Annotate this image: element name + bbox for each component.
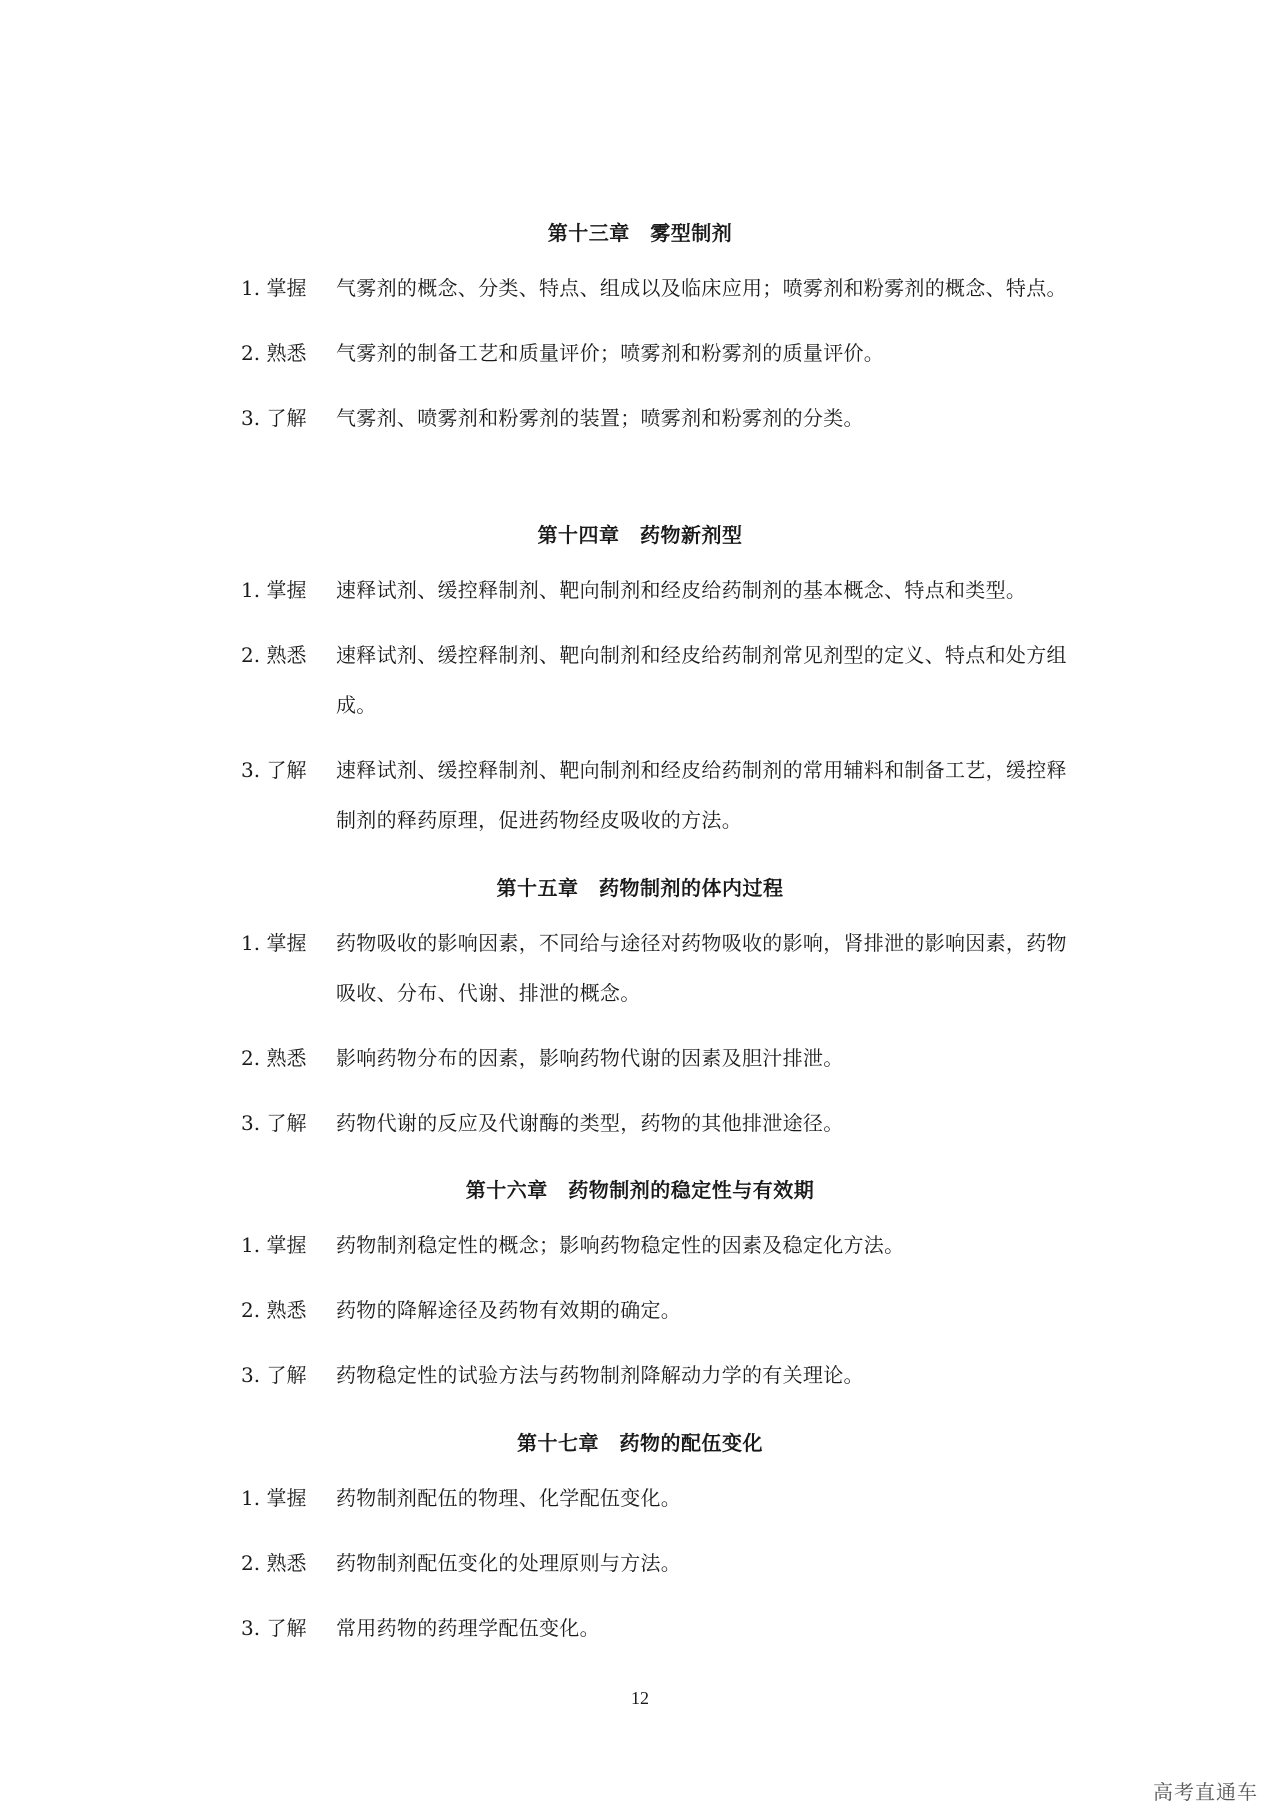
item-label: 2. 熟悉 xyxy=(241,1298,307,1322)
list-item xyxy=(0,1350,1280,1400)
item-label: 3. 了解 xyxy=(241,1616,307,1640)
item-label: 1. 掌握 xyxy=(241,1486,307,1510)
item-text: 药物的降解途径及药物有效期的确定。 xyxy=(336,1298,682,1322)
chapter-title: 第十四章 药物新剂型 xyxy=(537,523,743,547)
list-item xyxy=(0,1603,1280,1653)
item-text: 药物稳定性的试验方法与药物制剂降解动力学的有关理论。 xyxy=(336,1363,864,1387)
item-label: 2. 熟悉 xyxy=(241,1046,307,1070)
item-label: 2. 熟悉 xyxy=(241,1551,307,1575)
list-item xyxy=(0,328,1280,378)
chapter-title: 第十七章 药物的配伍变化 xyxy=(517,1431,763,1455)
item-label: 3. 了解 xyxy=(241,406,307,430)
item-label: 3. 了解 xyxy=(241,1363,307,1387)
chapter-title: 第十六章 药物制剂的稳定性与有效期 xyxy=(465,1178,815,1202)
item-text: 药物代谢的反应及代谢酶的类型，药物的其他排泄途径。 xyxy=(336,1111,844,1135)
item-label: 3. 了解 xyxy=(241,758,307,782)
chapter-17 xyxy=(0,1428,1280,1653)
item-text: 药物制剂稳定性的概念；影响药物稳定性的因素及稳定化方法。 xyxy=(336,1233,905,1257)
item-text: 气雾剂、喷雾剂和粉雾剂的装置；喷雾剂和粉雾剂的分类。 xyxy=(336,406,864,430)
item-text: 影响药物分布的因素，影响药物代谢的因素及胆汁排泄。 xyxy=(336,1046,844,1070)
list-item xyxy=(0,630,1280,730)
list-item xyxy=(0,393,1280,443)
list-item xyxy=(0,1033,1280,1083)
item-text: 药物制剂配伍的物理、化学配伍变化。 xyxy=(336,1486,682,1510)
watermark: 高考直通车 xyxy=(1153,1780,1258,1804)
list-item xyxy=(0,1538,1280,1588)
item-label: 3. 了解 xyxy=(241,1111,307,1135)
item-text: 气雾剂的制备工艺和质量评价；喷雾剂和粉雾剂的质量评价。 xyxy=(336,341,885,365)
item-label: 1. 掌握 xyxy=(241,578,307,602)
list-item xyxy=(0,565,1280,615)
item-label: 2. 熟悉 xyxy=(241,341,307,365)
item-text: 速释试剂、缓控释制剂、靶向制剂和经皮给药制剂的常用辅料和制备工艺，缓控释制剂的释药原理，促进药物经皮吸收的方法。 xyxy=(336,758,1067,832)
list-item xyxy=(0,745,1280,845)
list-item xyxy=(0,1285,1280,1335)
list-item xyxy=(0,1473,1280,1523)
item-text: 速释试剂、缓控释制剂、靶向制剂和经皮给药制剂的基本概念、特点和类型。 xyxy=(336,578,1027,602)
chapter-14 xyxy=(0,520,1280,845)
chapter-title: 第十三章 雾型制剂 xyxy=(547,221,733,245)
chapter-13 xyxy=(0,218,1280,443)
item-label: 1. 掌握 xyxy=(241,1233,307,1257)
list-item xyxy=(0,1220,1280,1270)
item-label: 1. 掌握 xyxy=(241,276,307,300)
item-text: 速释试剂、缓控释制剂、靶向制剂和经皮给药制剂常见剂型的定义、特点和处方组成。 xyxy=(336,643,1067,717)
list-item xyxy=(0,1098,1280,1148)
chapter-title: 第十五章 药物制剂的体内过程 xyxy=(496,876,784,900)
item-text: 药物吸收的影响因素，不同给与途径对药物吸收的影响，肾排泄的影响因素，药物吸收、分布、代谢、排泄的概念。 xyxy=(336,931,1067,1005)
chapter-16 xyxy=(0,1175,1280,1400)
list-item xyxy=(0,918,1280,1018)
item-label: 2. 熟悉 xyxy=(241,643,307,667)
item-label: 1. 掌握 xyxy=(241,931,307,955)
item-text: 常用药物的药理学配伍变化。 xyxy=(336,1616,600,1640)
chapter-15 xyxy=(0,873,1280,1148)
page-number: 12 xyxy=(631,1688,649,1708)
item-text: 气雾剂的概念、分类、特点、组成以及临床应用；喷雾剂和粉雾剂的概念、特点。 xyxy=(336,276,1067,300)
list-item xyxy=(0,263,1280,313)
item-text: 药物制剂配伍变化的处理原则与方法。 xyxy=(336,1551,682,1575)
